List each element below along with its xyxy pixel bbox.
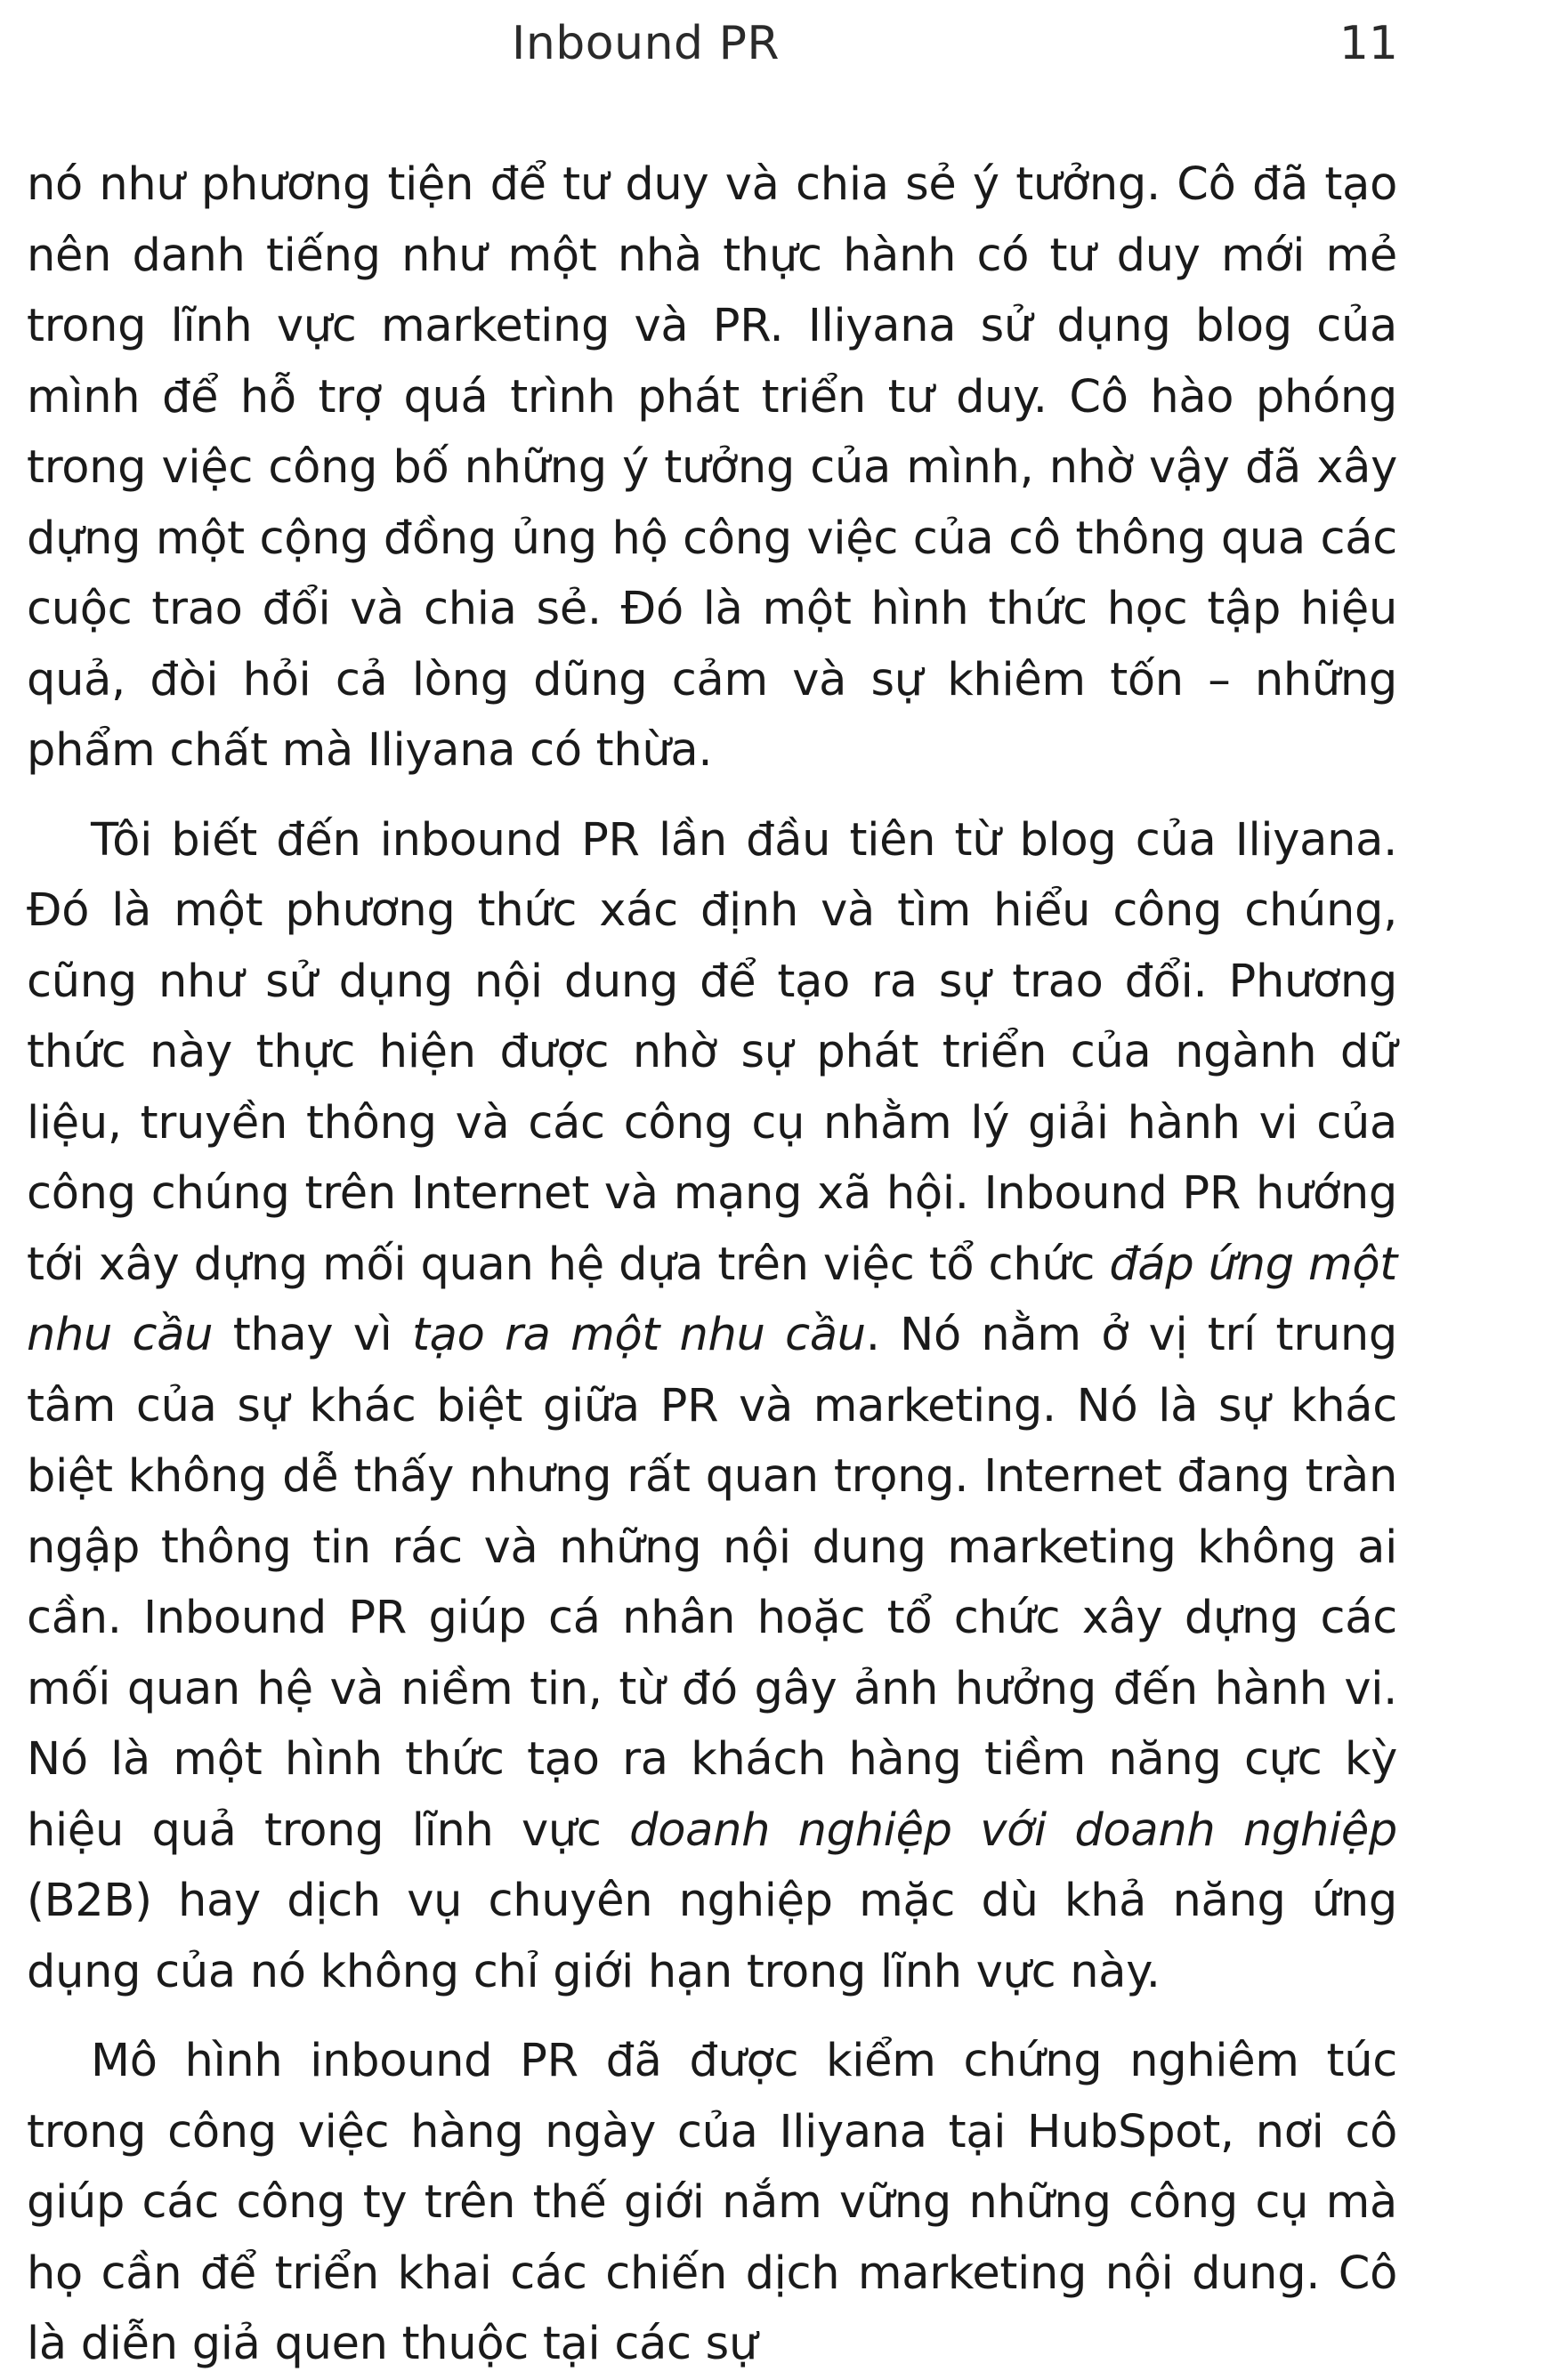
italic-phrase-create-a-need: tạo ra một nhu cầu (411, 1309, 866, 1361)
paragraph-3 (27, 2026, 1397, 2380)
paragraph-2-text-c: . Nó nằm ở vị trí trung tâm của sự khác biệt giữa PR và marketing. Nó là sự khác biệt không dễ thấy nhưng rất quan trọng. Internet đang tràn ngập thông tin rác và những nội dung marketing không ai cần. Inbound PR giúp cá nhân hoặc tổ chức xây dựng các mối quan hệ và niềm tin, từ đó gây ảnh hưởng đến hành vi. Nó là một hình thức tạo ra khách hàng tiềm năng cực kỳ hiệu quả trong lĩnh vực (27, 1309, 1397, 1857)
running-title: Inbound PR (512, 17, 781, 70)
paragraph-2-text-a: Tôi biết đến inbound PR lần đầu tiên từ blog của Iliyana. Đó là một phương thức xác định và tìm hiểu công chúng, cũng như sử dụng nội dung để tạo ra sự trao đổi. Phương thức này thực hiện được nhờ sự phát triển của ngành dữ liệu, truyền thông và các công cụ nhằm lý giải hành vi của công chúng trên Internet và mạng xã hội. Inbound PR hướng tới xây dựng mối quan hệ dựa trên việc tổ chức (27, 813, 1397, 1291)
paragraph-3-text: Mô hình inbound PR đã được kiểm chứng nghiêm túc trong công việc hàng ngày của Iliyana tại HubSpot, nơi cô giúp các công ty trên thế giới nắm vững những công cụ mà họ cần để triển khai các chiến dịch marketing nội dung. Cô là diễn giả quen thuộc tại các sự (27, 2035, 1397, 2370)
paragraph-1-text: nó như phương tiện để tư duy và chia sẻ ý tưởng. Cô đã tạo nên danh tiếng như một nhà thực hành có tư duy mới mẻ trong lĩnh vực marketing và PR. Iliyana sử dụng blog của mình để hỗ trợ quá trình phát triển tư duy. Cô hào phóng trong việc công bố những ý tưởng của mình, nhờ vậy đã xây dựng một cộng đồng ủng hộ công việc của cô thông qua các cuộc trao đổi và chia sẻ. Đó là một hình thức học tập hiệu quả, đòi hỏi cả lòng dũng cảm và sự khiêm tốn – những phẩm chất mà Iliyana có thừa. (27, 158, 1397, 777)
page-number: 11 (1339, 17, 1398, 70)
paragraph-2 (27, 805, 1397, 2008)
paragraph-1 (27, 149, 1397, 787)
body-text (27, 149, 1397, 2380)
page-header (0, 12, 1545, 75)
paragraph-2-text-b: thay vì (213, 1309, 412, 1361)
paragraph-2-text-d: (B2B) hay dịch vụ chuyên nghiệp mặc dù khả năng ứng dụng của nó không chỉ giới hạn trong lĩnh vực này. (27, 1875, 1397, 1998)
italic-phrase-meet-a-need: đáp ứng một nhu cầu (27, 1238, 1397, 1361)
italic-phrase-b2b: doanh nghiệp với doanh nghiệp (629, 1803, 1397, 1857)
